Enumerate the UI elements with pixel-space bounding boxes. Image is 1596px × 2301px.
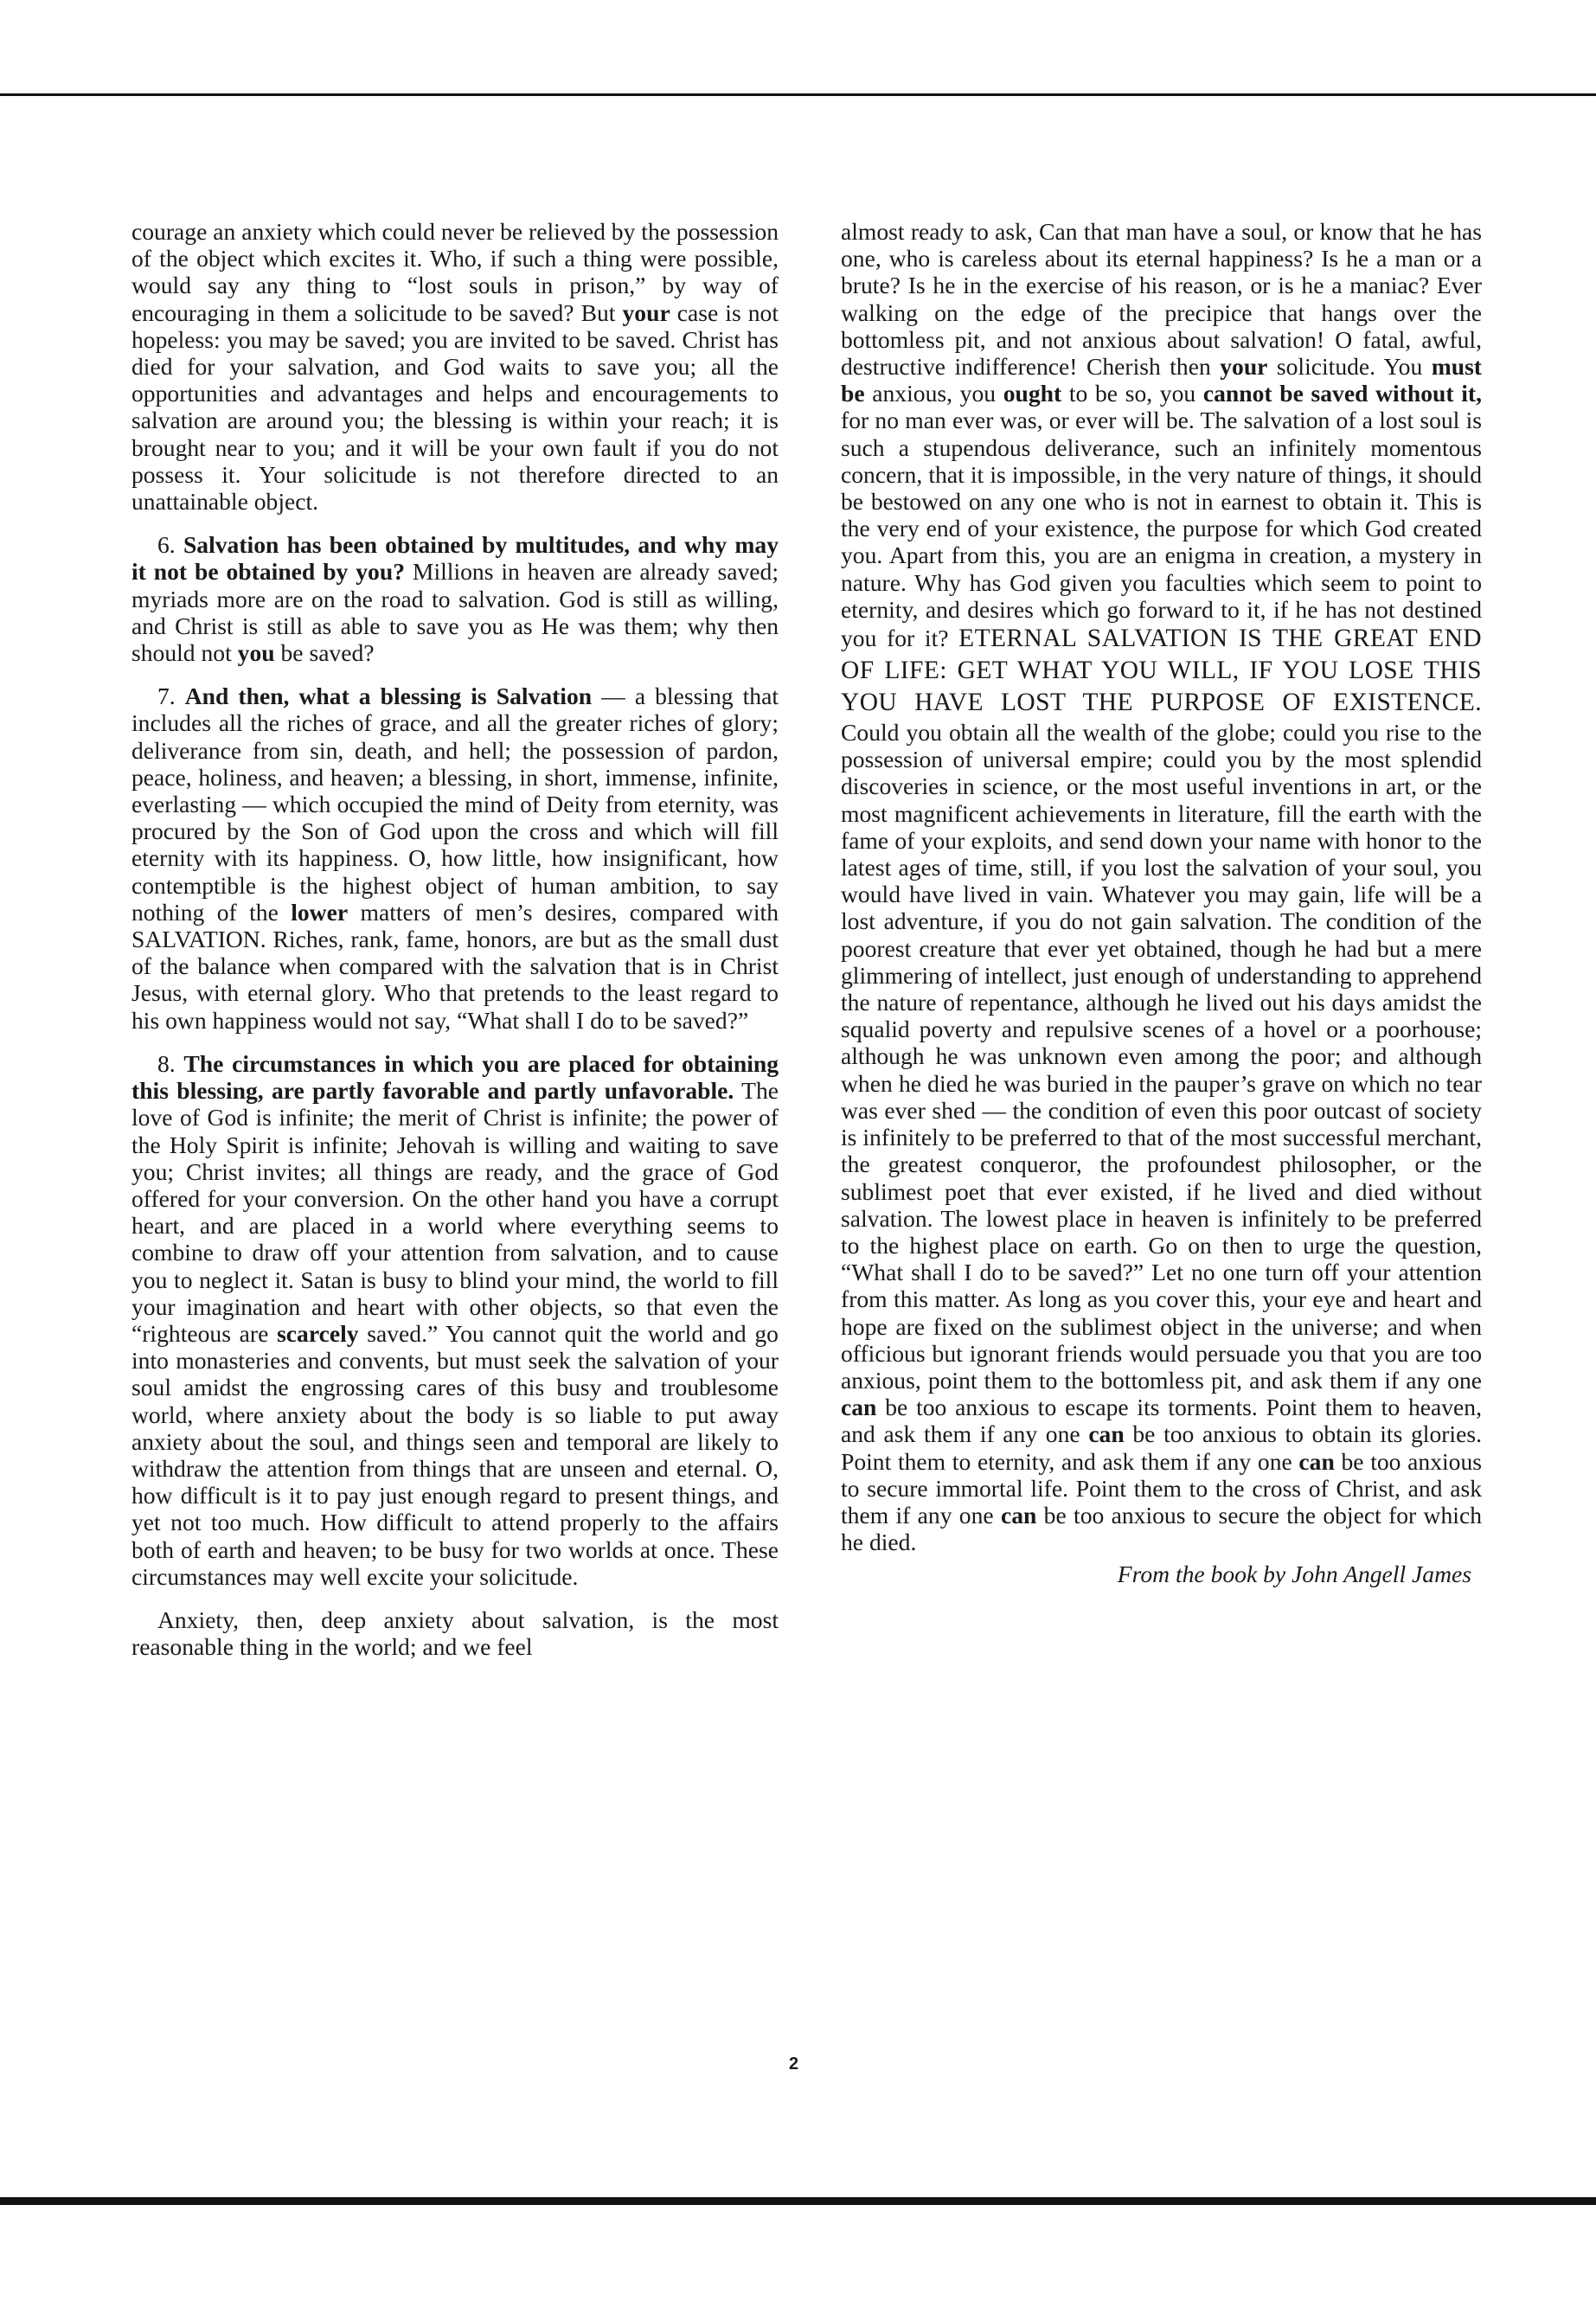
paragraph-8: 8. The circumstances in which you are placed for obtaining this blessing, are partly favorable and partly unfavorable. The love of God is infinite; the merit of Christ is infinite; the power of the Holy Spirit is infinite; Jehovah is willing and waiting to save you; Christ invites; all things are ready, and the grace of God offered for your conversion. On the other hand you have a corrupt heart, and are placed in a world where everything seems to combine to draw off your attention from salvation, and to cause you to neglect it. Satan is busy to blind your mind, the world to fill your imagination and heart with other objects, so that even the “righteous are scarcely saved.” You cannot quit the world and go into monasteries and convents, but must seek the salvation of your soul amidst the engrossing cares of this busy and troublesome world, where anxiety about the body is so liable to put away anxiety about the soul, and things seen and temporal are likely to withdraw the attention from things that are unseen and eternal. O, how difficult is it to pay just enough regard to present things, and yet not too much. How difficult to attend properly to the affairs both of earth and heaven; to be busy for two worlds at once. These circumstances may well excite your solicitude. (131, 1049, 779, 1590)
paragraph-continued: courage an anxiety which could never be relieved by the possession of the object which excites it. Who, if such a thing were possible, would say any thing to “lost souls in prison,” by way of encouraging in them a solicitude to be saved? But your case is not hopeless: you may be saved; you are invited to be saved. Christ has died for your salvation, and God waits to save you; all the opportunities and advantages and helps and encouragements to salvation are around you; the blessing is within your reach; it is brought near to you; and it will be your own fault if you do not possess it. Your solicitude is not therefore directed to an unattainable object. (131, 218, 779, 516)
paragraph-9: Anxiety, then, deep anxiety about salvation, is the most reasonable thing in the world; and we feel (131, 1606, 779, 1661)
right-column (841, 218, 1482, 1588)
emphasis-capitals: ETERNAL SALVATION IS THE GREAT END OF LIFE: GET WHAT YOU WILL, IF YOU LOSE THIS YOU HAVE LOST THE PURPOSE OF EXISTENCE. (841, 625, 1482, 717)
paragraph-7: 7. And then, what a blessing is Salvation — a blessing that includes all the riches of grace, and all the greater riches of glory; deliverance from sin, death, and hell; the possession of pardon, peace, holiness, and heaven; a blessing, in short, immense, infinite, everlasting — which occupied the mind of Deity from eternity, was procured by the Son of God upon the cross and which will fill eternity with its happiness. O, how little, how insignificant, how contemptible is the highest object of human ambition, to say nothing of the lower matters of men’s desires, compared with SALVATION. Riches, rank, fame, honors, are but as the small dust of the balance when compared with the salvation that is in Christ Jesus, with eternal glory. Who that pretends to the least regard to his own happiness would not say, “What shall I do to be saved?” (131, 683, 779, 1034)
page-number: 2 (789, 2054, 799, 2073)
attribution: From the book by John Angell James (1117, 1561, 1471, 1588)
bottom-edge-rule (0, 2197, 1596, 2205)
paragraph-6: 6. Salvation has been obtained by multitudes, and why may it not be obtained by you? Millions in heaven are already saved; myriads more are on the road to salvation. God is still as willing, and Christ is still as able to save you as He was them; why then should not you be saved? (131, 531, 779, 667)
paragraph-continued-right: almost ready to ask, Can that man have a soul, or know that he has one, who is careless about its eternal happiness? Is he a man or a brute? Is he in the exercise of his reason, or is he a maniac? Ever walking on the edge of the precipice that hangs over the bottomless pit, and not anxious about salvation! O fatal, awful, destructive indifference! Cherish then your solicitude. You must be anxious, you ought to be so, you cannot be saved without it, for no man ever was, or ever will be. The salvation of a lost soul is such a stupendous deliverance, such an infinitely momentous concern, that it is impossible, in the very nature of things, it should be bestowed on any one who is not in earnest to obtain it. This is the very end of your existence, the purpose for which God created you. Apart from this, you are an enigma in creation, a mystery in nature. Why has God given you faculties which seem to point to eternity, and desires which go forward to it, if he has not destined you for it? ETERNAL SALVATION IS THE GREAT END OF LIFE: GET WHAT YOU WILL, IF YOU LOSE THIS YOU HAVE LOST THE PURPOSE OF EXISTENCE. Could you obtain all the wealth of the globe; could you rise to the possession of universal empire; could you by the most splendid discoveries in science, or the most useful inventions in art, or the most magnificent achievements in literature, fill the earth with the fame of your exploits, and send down your name with honor to the latest ages of time, still, if you lost the salvation of your soul, you would have lived in vain. Whatever you may gain, life will be a lost adventure, if you do not gain salvation. The condition of the poorest creature that ever yet obtained, though he had but a mere glimmering of intellect, just enough of understanding to apprehend the nature of repentance, although he lived out his days amidst the squalid poverty and repulsive scenes of a hovel or a poorhouse; although he was unknown even among the poor; and although when he died he was buried in the pauper’s grave on which no tear was ever shed — the condition of even this poor outcast of society is infinitely to be preferred to that of the most successful merchant, the greatest conqueror, the profoundest philosopher, or the sublimest poet that ever existed, if he lived and died without salvation. The lowest place in heaven is infinitely to be preferred to the highest place on earth. Go on then to urge the question, “What shall I do to be saved?” Let no one turn off your attention from this matter. As long as you cover this, your eye and heart and hope are fixed on the sublimest object in the universe; and when officious but ignorant friends would persuade you that you are too anxious, point them to the bottomless pit, and ask them if any one can be too anxious to escape its torments. Point them to heaven, and ask them if any one can be too anxious to obtain its glories. Point them to eternity, and ask them if any one can be too anxious to secure immortal life. Point them to the cross of Christ, and ask them if any one can be too anxious to secure the object for which he died. (841, 218, 1482, 1556)
left-column (131, 218, 779, 1660)
top-edge-rule (0, 93, 1596, 96)
